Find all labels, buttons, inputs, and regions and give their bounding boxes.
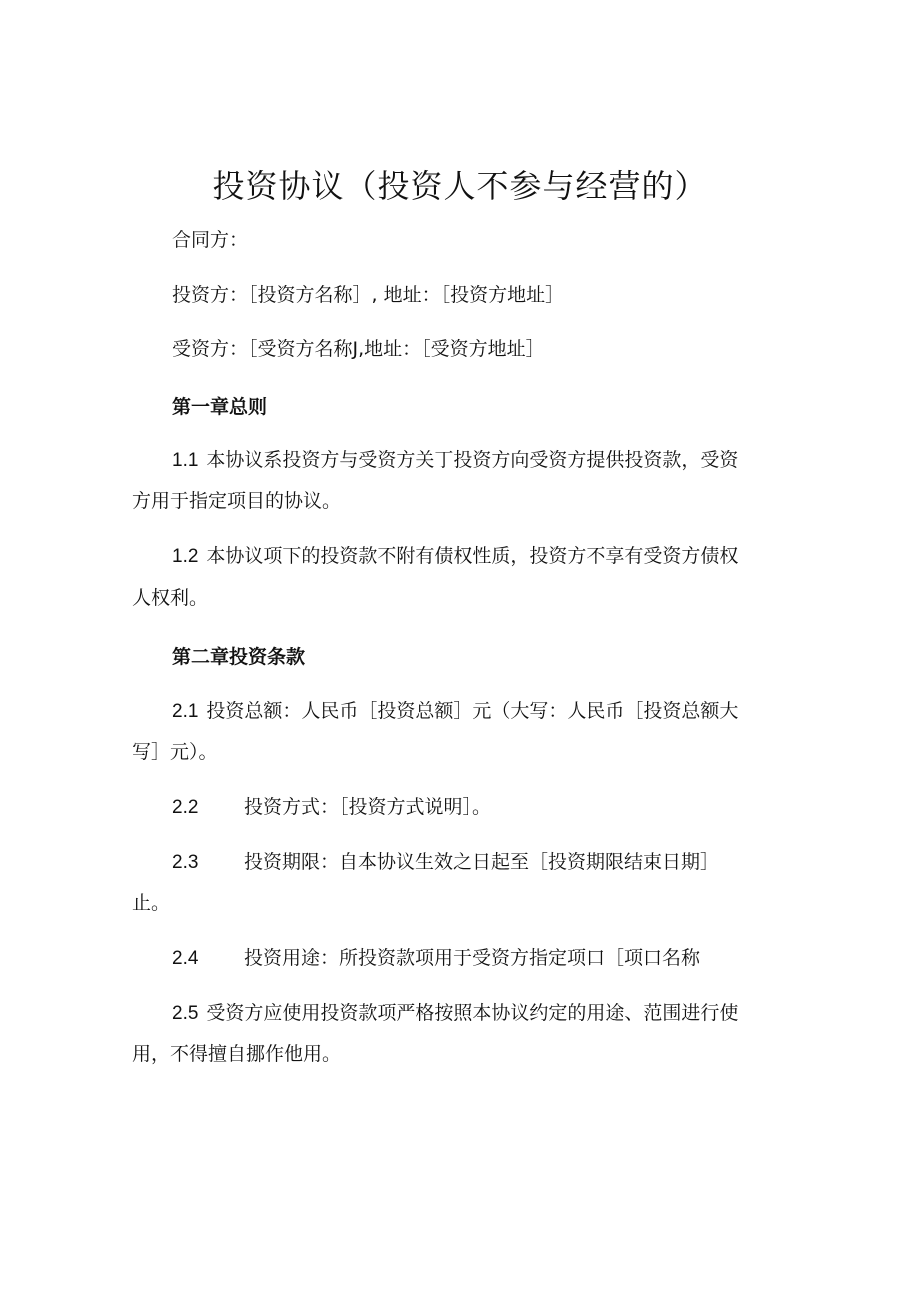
clause-2-4-line1 xyxy=(172,945,700,972)
clause-number: 2.1 xyxy=(172,701,199,722)
clause-2-5-line2: 用，不得擅自挪作他用。 xyxy=(132,1043,342,1065)
clause-2-2-line1 xyxy=(172,794,491,821)
clause-2-5-line1 xyxy=(172,1000,738,1027)
clause-number: 2.5 xyxy=(172,1003,199,1024)
clause-1-1-line2: 方用于指定项目的协议。 xyxy=(132,490,342,512)
clause-text: 本协议系投资方与受资方关丁投资方向受资方提供投资款，受资 xyxy=(206,449,739,471)
clause-number: 2.2 xyxy=(172,797,199,818)
clause-1-1-line1 xyxy=(172,447,738,474)
clause-2-3-line2: 止。 xyxy=(132,892,171,914)
clause-number: 2.3 xyxy=(172,852,199,873)
investor-line: 投资方：［投资方名称］, 地址：［投资方地址］ xyxy=(172,284,565,306)
chapter1-heading: 第一章总则 xyxy=(172,396,268,418)
clause-text: 投资总额：人民币［投资总额］元（大写：人民币［投资总额大 xyxy=(206,700,739,722)
parties-label: 合同方： xyxy=(172,229,249,251)
clause-number: 1.2 xyxy=(172,546,199,567)
clause-2-3-line1 xyxy=(172,849,719,876)
clause-text: 投资方式：［投资方式说明］。 xyxy=(244,796,492,818)
clause-text: 受资方应使用投资款项严格按照本协议约定的用途、范围进行使 xyxy=(206,1002,739,1024)
chapter2-heading: 第二章投资条款 xyxy=(172,646,306,668)
clause-1-2-line1 xyxy=(172,543,738,570)
document-title: 投资协议（投资人不参与经营的） xyxy=(212,167,708,205)
clause-number: 2.4 xyxy=(172,948,199,969)
investee-line: 受资方：［受资方名称J,地址：［受资方地址］ xyxy=(172,338,545,360)
clause-1-2-line2: 人权利。 xyxy=(132,587,209,609)
clause-number: 1.1 xyxy=(172,450,199,471)
clause-2-1-line1 xyxy=(172,698,738,725)
clause-text: 投资用途：所投资款项用于受资方指定项口［项口名称 xyxy=(244,947,701,969)
clause-text: 投资期限：自本协议生效之日起至［投资期限结束日期］ xyxy=(244,851,720,873)
clause-2-1-line2: 写］元）。 xyxy=(132,741,218,763)
clause-text: 本协议项下的投资款不附有债权性质，投资方不享有受资方债权 xyxy=(206,545,739,567)
